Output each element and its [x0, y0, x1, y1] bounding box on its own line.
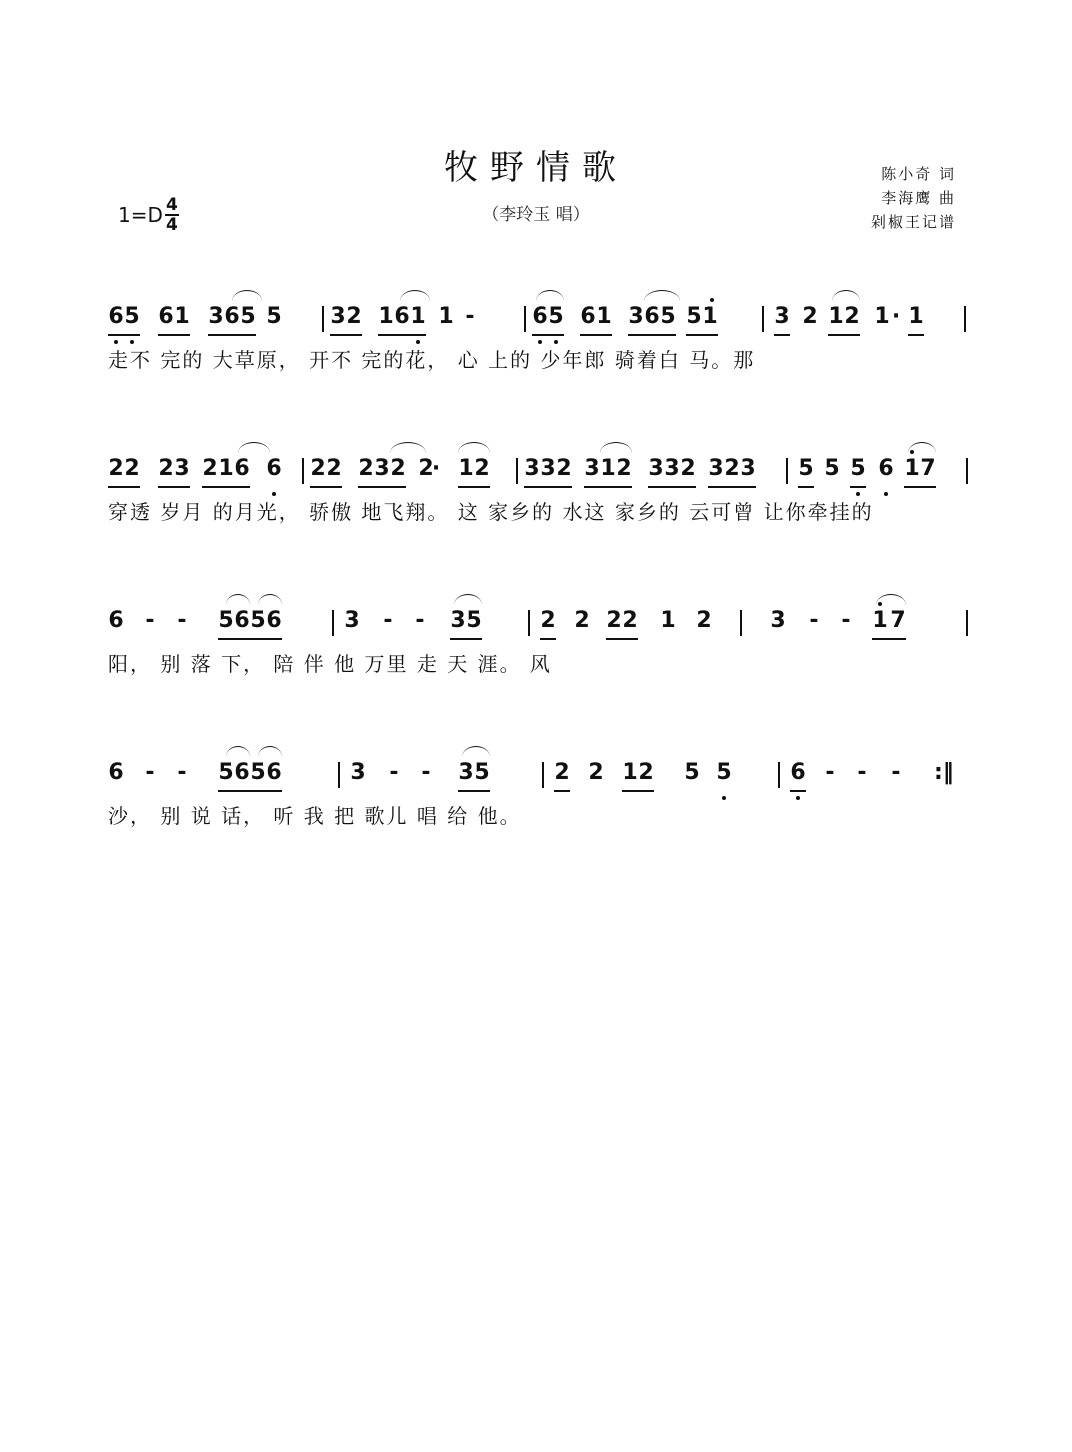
lyrics-line: 穿透 岁月 的月光， 骄傲 地飞翔。 这 家乡的 水这 家乡的 云可曾 让你牵挂的: [108, 500, 874, 524]
note: 3: [664, 456, 680, 481]
note: 1: [378, 304, 394, 329]
beam-underline: [108, 334, 140, 336]
note: 3: [628, 304, 644, 329]
beam-underline: [904, 486, 936, 488]
key-signature: [118, 196, 179, 234]
barline: [528, 610, 530, 636]
note: 3: [708, 456, 724, 481]
music-system-3: [108, 600, 964, 690]
sustain-dash: -: [465, 304, 475, 329]
beam-underline: [358, 486, 406, 488]
sustain-dash: -: [421, 760, 431, 785]
note: 5: [124, 304, 140, 329]
beam-underline: [708, 486, 756, 488]
song-title: 牧野情歌: [444, 148, 628, 188]
note: 2: [724, 456, 740, 481]
note: 5: [716, 760, 732, 785]
note: 6: [224, 304, 240, 329]
beam-underline: [108, 486, 140, 488]
slur: [536, 290, 564, 301]
beam-underline: [554, 790, 570, 792]
beam-underline: [218, 638, 282, 640]
note: 6: [790, 760, 806, 785]
barline: [524, 306, 526, 332]
transcriber-credit: 剁椒王记谱: [870, 213, 956, 231]
slur: [232, 290, 262, 301]
note: 2: [696, 608, 712, 633]
beam-underline: [606, 638, 638, 640]
lyrics-line: 阳， 别 落 下， 陪 伴 他 万里 走 天 涯。 风: [108, 652, 552, 676]
note: 2: [346, 304, 362, 329]
note: 5: [548, 304, 564, 329]
note: 3: [774, 304, 790, 329]
music-system-4: [108, 752, 964, 842]
barline: [338, 762, 340, 788]
slur: [454, 594, 482, 605]
note: 3: [648, 456, 664, 481]
note: 7: [920, 456, 936, 481]
beam-underline: [202, 486, 250, 488]
note: 1: [410, 304, 426, 329]
slur: [644, 290, 680, 301]
note: 6: [108, 304, 124, 329]
note: 3: [208, 304, 224, 329]
beam-underline: [458, 790, 490, 792]
slur: [600, 442, 632, 453]
slur: [258, 594, 282, 605]
note: 3: [350, 760, 366, 785]
note: 6: [234, 760, 250, 785]
slur: [462, 746, 490, 757]
note: 2: [158, 456, 174, 481]
octave-dot-high: [710, 298, 714, 302]
time-signature-top: 4: [165, 195, 178, 215]
note: 2: [326, 456, 342, 481]
note: 2: [310, 456, 326, 481]
lyricist-credit: 陈小奇 词: [881, 165, 956, 183]
notation-line: [108, 600, 964, 650]
note: 3: [458, 760, 474, 785]
beam-underline: [790, 790, 806, 792]
note: 6: [108, 760, 124, 785]
note: 6: [158, 304, 174, 329]
beam-underline: [158, 334, 190, 336]
note: 6: [878, 456, 894, 481]
note: 1: [904, 456, 920, 481]
beam-underline: [686, 334, 718, 336]
note: 3: [374, 456, 390, 481]
note: 3: [344, 608, 360, 633]
beam-underline: [872, 638, 906, 640]
beam-underline: [580, 334, 612, 336]
slur: [226, 594, 250, 605]
barline: [966, 610, 968, 636]
sustain-dash: -: [145, 608, 155, 633]
slur: [258, 746, 282, 757]
beam-underline: [628, 334, 676, 336]
note: 2: [622, 608, 638, 633]
slur: [832, 290, 860, 301]
barline: [762, 306, 764, 332]
beam-underline: [850, 486, 866, 488]
note: 5: [474, 760, 490, 785]
slur: [390, 442, 426, 453]
augmentation-dot: ·: [431, 456, 441, 481]
lyrics-line: 沙， 别 说 话， 听 我 把 歌儿 唱 给 他。: [108, 804, 522, 828]
note: 6: [580, 304, 596, 329]
song-subtitle: （李玲玉 唱）: [482, 205, 590, 225]
sustain-dash: -: [825, 760, 835, 785]
note: 2: [474, 456, 490, 481]
note: 5: [850, 456, 866, 481]
beam-underline: [622, 790, 654, 792]
beam-underline: [208, 334, 256, 336]
note: 7: [890, 608, 906, 633]
note: 1: [874, 304, 890, 329]
note: 2: [358, 456, 374, 481]
note: 2: [638, 760, 654, 785]
sustain-dash: -: [389, 760, 399, 785]
notation-line: [108, 752, 964, 802]
slur: [238, 442, 270, 453]
beam-underline: [310, 486, 342, 488]
note: 3: [770, 608, 786, 633]
slur: [458, 442, 490, 453]
note: 2: [588, 760, 604, 785]
note: 5: [250, 608, 266, 633]
barline: [786, 458, 788, 484]
notation-line: [108, 448, 964, 498]
note: 2: [540, 608, 556, 633]
sustain-dash: -: [177, 608, 187, 633]
slur: [876, 594, 906, 605]
note: 5: [218, 608, 234, 633]
note: 5: [250, 760, 266, 785]
note: 3: [174, 456, 190, 481]
barline: [322, 306, 324, 332]
sustain-dash: -: [891, 760, 901, 785]
composer-credit: 李海鹰 曲: [881, 189, 956, 207]
note: 1: [660, 608, 676, 633]
repeat-end-sign: :‖: [934, 760, 954, 785]
note: 1: [218, 456, 234, 481]
note: 6: [234, 608, 250, 633]
note: 3: [584, 456, 600, 481]
note: 1: [174, 304, 190, 329]
augmentation-dot: ·: [891, 304, 901, 329]
note: 1: [872, 608, 888, 633]
note: 2: [108, 456, 124, 481]
note: 5: [798, 456, 814, 481]
note: 5: [240, 304, 256, 329]
beam-underline: [828, 334, 860, 336]
music-system-2: [108, 448, 964, 538]
beam-underline: [330, 334, 362, 336]
note: 2: [844, 304, 860, 329]
sustain-dash: -: [145, 760, 155, 785]
note: 5: [660, 304, 676, 329]
note: 1: [600, 456, 616, 481]
note: 1: [908, 304, 924, 329]
time-signature-bottom: 4: [165, 215, 178, 235]
note: 5: [824, 456, 840, 481]
note: 1: [596, 304, 612, 329]
note: 2: [556, 456, 572, 481]
note: 3: [330, 304, 346, 329]
note: 2: [554, 760, 570, 785]
note: 5: [218, 760, 234, 785]
note: 5: [684, 760, 700, 785]
barline: [516, 458, 518, 484]
beam-underline: [524, 486, 572, 488]
note: 6: [266, 608, 282, 633]
lyrics-line: 走不 完的 大草原， 开不 完的花， 心 上的 少年郎 骑着白 马。那: [108, 348, 756, 372]
note: 1: [458, 456, 474, 481]
time-signature: [165, 196, 179, 234]
music-system-1: [108, 296, 964, 386]
note: 1: [622, 760, 638, 785]
note: 6: [108, 608, 124, 633]
beam-underline: [584, 486, 632, 488]
beam-underline: [458, 486, 490, 488]
note: 6: [266, 456, 282, 481]
beam-underline: [540, 638, 556, 640]
note: 2: [124, 456, 140, 481]
beam-underline: [158, 486, 190, 488]
sustain-dash: -: [841, 608, 851, 633]
note: 2: [202, 456, 218, 481]
note: 6: [532, 304, 548, 329]
note: 1: [438, 304, 454, 329]
beam-underline: [450, 638, 482, 640]
note: 5: [686, 304, 702, 329]
note: 5: [266, 304, 282, 329]
note: 6: [394, 304, 410, 329]
beam-underline: [218, 790, 282, 792]
note: 1: [828, 304, 844, 329]
barline: [740, 610, 742, 636]
sustain-dash: -: [857, 760, 867, 785]
note: 2: [616, 456, 632, 481]
barline: [966, 458, 968, 484]
note: 2: [390, 456, 406, 481]
barline: [964, 306, 966, 332]
note: 1: [702, 304, 718, 329]
notation-line: [108, 296, 964, 346]
note: 2: [606, 608, 622, 633]
barline: [302, 458, 304, 484]
slur: [908, 442, 936, 453]
note: 2: [680, 456, 696, 481]
sustain-dash: -: [809, 608, 819, 633]
beam-underline: [774, 334, 790, 336]
slur: [226, 746, 250, 757]
note: 3: [524, 456, 540, 481]
note: 3: [540, 456, 556, 481]
barline: [778, 762, 780, 788]
barline: [332, 610, 334, 636]
sustain-dash: -: [383, 608, 393, 633]
beam-underline: [908, 334, 924, 336]
sustain-dash: -: [177, 760, 187, 785]
note: 3: [740, 456, 756, 481]
note: 3: [450, 608, 466, 633]
beam-underline: [648, 486, 696, 488]
note: 5: [466, 608, 482, 633]
note: 2: [574, 608, 590, 633]
slur: [400, 290, 430, 301]
key-label: 1=D: [118, 203, 163, 227]
credits: [871, 162, 956, 234]
note: 2: [802, 304, 818, 329]
sustain-dash: -: [415, 608, 425, 633]
note: 2: [418, 456, 434, 481]
beam-underline: [378, 334, 426, 336]
beam-underline: [532, 334, 564, 336]
note: 6: [266, 760, 282, 785]
barline: [542, 762, 544, 788]
note: 6: [644, 304, 660, 329]
note: 6: [234, 456, 250, 481]
beam-underline: [798, 486, 814, 488]
